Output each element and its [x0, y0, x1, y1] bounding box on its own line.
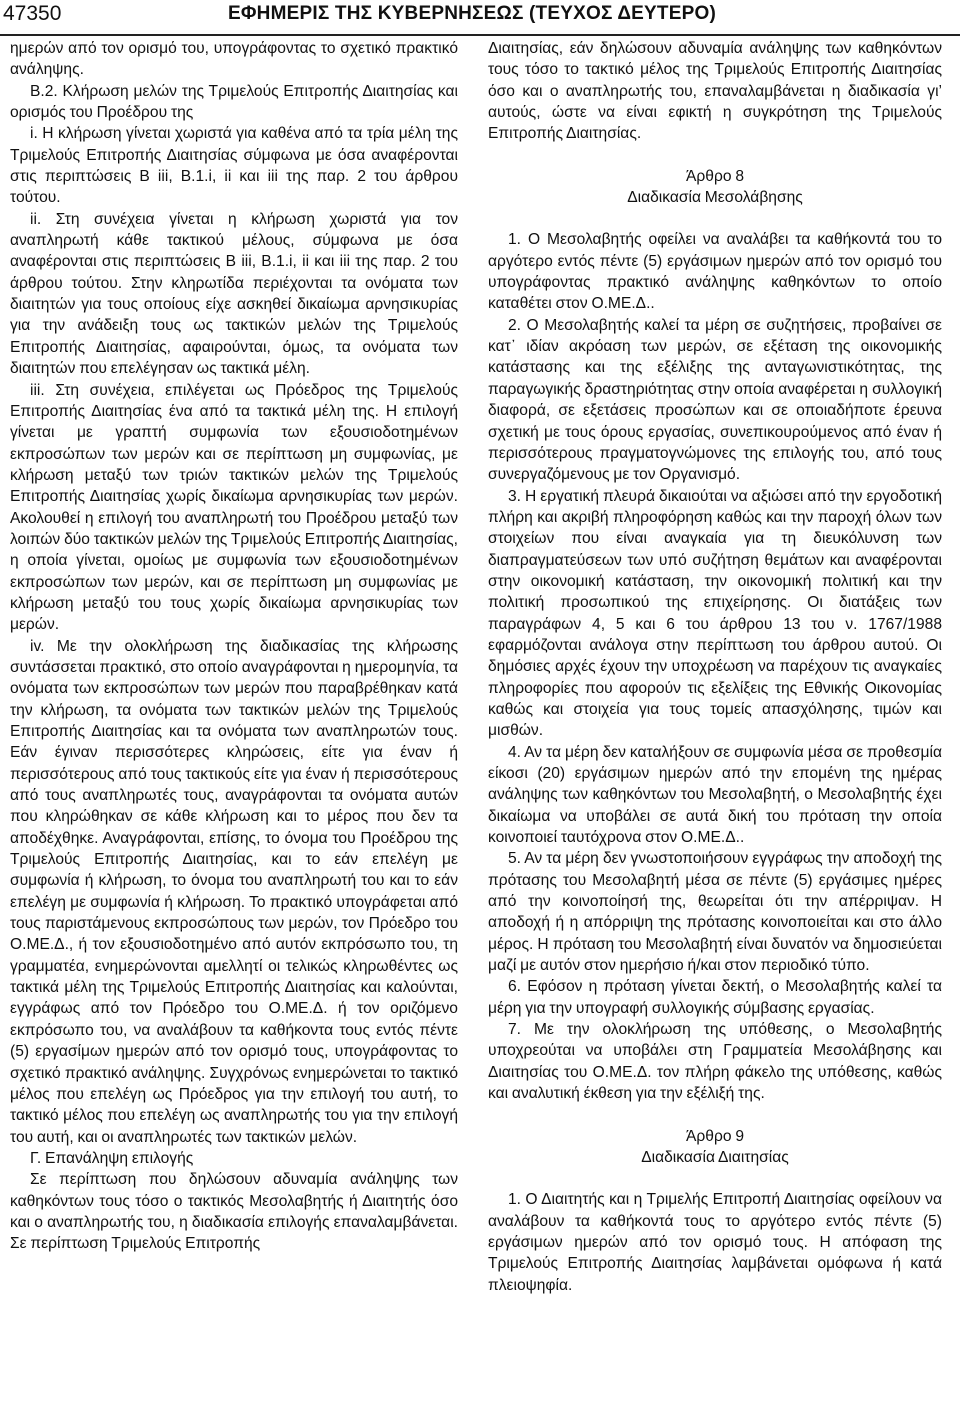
article-title: Διαδικασία Διαιτησίας: [641, 1148, 789, 1166]
spacer: [488, 145, 942, 166]
spacer: [488, 1168, 942, 1189]
paragraph: 4. Αν τα μέρη δεν καταλήξουν σε συμφωνία μέσα σε προθεσμία είκοσι (20) εργάσιμων ημερών από την επομένη της ημέρας ανάληψης των καθηκόντων του Μεσολαβητή, ο Μεσολαβητής έχει δικαίωμα να υποβάλει σε αυτά δική του πρόταση την οποία κοινοποιεί ταυτόχρονα στον Ο.ΜΕ.Δ..: [488, 743, 942, 847]
paragraph: 1. Ο Μεσολαβητής οφείλει να αναλάβει τα καθήκοντά του το αργότερο εντός πέντε (5) εργάσιμων ημερών από τον ορισμό του υπογράφοντας πρακτικό ανάληψης καθηκόντων το οποίο καταθέτει στον Ο.ΜΕ.Δ..: [488, 231, 942, 313]
article-number: Άρθρο 8: [686, 167, 744, 185]
article-title: Διαδικασία Μεσολάβησης: [627, 189, 803, 207]
paragraph: Διαιτησίας, εάν δηλώσουν αδυναμία ανάληψης των καθηκόντων τους τόσο το τακτικό μέλος της Τριμελούς Επιτροπής Διαιτησίας όσο και ο αναπληρωτής του, επαναλαμβάνεται η διαδικασία γι’ αυτούς, ώστε να είναι εφικτή η συγκρότηση της Τριμελούς Επιτροπής Διαιτησίας.: [488, 40, 942, 143]
paragraph: 2. Ο Μεσολαβητής καλεί τα μέρη σε συζητήσεις, προβαίνει σε κατ᾽ ιδίαν ακρόαση των μερών, σε εξέταση της οικονομικής κατάστασης και της εξέλιξης της ανταγωνιστικότητας, της παραγωγικής δραστηριότητας στην οποία αναφέρεται η συλλογική διαφορά, σε εξετάσεις προσώπων και σε οποιαδήποτε έρευνα σχετική με τους όρους εργασίας, συνεπικουρούμενος από έναν ή περισσότερους πραγματογνώμονες της επιλογής του, από τους συνεργαζόμενους με τον Οργανισμό.: [488, 316, 942, 484]
paragraph: 6. Εφόσον η πρόταση γίνεται δεκτή, ο Μεσολαβητής καλεί τα μέρη για την υπογραφή συλλογικής σύμβασης εργασίας.: [488, 978, 942, 1017]
page-number: 47350: [3, 2, 62, 25]
page-header: [0, 0, 960, 42]
paragraph: Σε περίπτωση που δηλώσουν αδυναμία ανάληψης των καθηκόντων τους τόσο ο τακτικός Μεσολαβητής ή Διαιτητής όσο και ο αναπληρωτής του, η διαδικασία επιλογής επαναλαμβάνεται. Σε περίπτωση Τριμελούς Επιτροπής: [10, 1171, 458, 1253]
paragraph: 1. Ο Διαιτητής και η Τριμελής Επιτροπή Διαιτησίας οφείλουν να αναλάβουν τα καθήκοντά τους το αργότερο εντός πέντε (5) εργάσιμων ημερών από τον ορισμό τους. Η απόφαση της Τριμελούς Επιτροπής Διαιτησίας λαμβάνεται ομόφωνα ή κατά πλειοψηφία.: [488, 1191, 942, 1294]
spacer: [488, 208, 942, 229]
section-heading: Γ. Επανάληψη επιλογής: [30, 1149, 194, 1167]
paragraph: 5. Αν τα μέρη δεν γνωστοποιήσουν εγγράφως την αποδοχή της πρότασης του Μεσολαβητή μέσα σε πέντε (5) εργάσιμες ημέρες από την κοινοποίησή της, θεωρείται ότι την απέρριψαν. Η αποδοχή ή η απόρριψη της πρότασης κοινοποιείται και στο άλλο μέρος. Η πρόταση του Μεσολαβητή είναι δυνατόν να δημοσιεύεται μαζί με αυτόν στον ημερήσιο ή/και στον περιοδικό τύπο.: [488, 850, 942, 975]
paragraph: 7. Με την ολοκλήρωση της υπόθεσης, ο Μεσολαβητής υποχρεούται να υποβάλει στη Γραμματεία Μεσολάβησης και Διαιτησίας του Ο.ΜΕ.Δ. τον πλήρη φάκελο της υπόθεσης, καθώς και αναλυτική έκθεση για την εξέλιξή της.: [488, 1021, 942, 1103]
article-number: Άρθρο 9: [686, 1127, 744, 1145]
header-divider: [0, 34, 960, 36]
paragraph: iv. Με την ολοκλήρωση της διαδικασίας της κλήρωσης συντάσσεται πρακτικό, στο οποίο αναγράφονται η ημερομηνία, τα ονόματα των εκπροσώπων των μερών που παραβρέθηκαν κατά την κλήρωση, τα ονόματα των τακτικών μελών της Τριμελούς Επιτροπής Διαιτησίας και τα ονόματα των αναπληρωτών τους. Εάν έγιναν περισσότερες κληρώσεις, είτε για έναν ή περισσότερους από τους τακτικούς είτε για έναν ή περισσότερους από τους αναπληρωτές τους, αναγράφονται τα ονόματα αυτών που κληρώθηκαν σε κάθε κλήρωση και το μέρος που δεν τα αποδέχθηκε. Αναγράφονται, επίσης, το όνομα του Προέδρου της Τριμελούς Επιτροπής Διαιτησίας, και το εάν επελέγη με συμφωνία ή κλήρωση, το όνομα του αναπληρωτή του και το εάν επελέγη με συμφωνία ή κλήρωση. Το πρακτικό υπογράφεται από τους παριστάμενους εκπροσώπους των μερών, τον Πρόεδρο του Ο.ΜΕ.Δ., ή τον εξουσιοδοτημένο από αυτόν εκπρόσωπο του, τη γραμματέα, ενημερώνονται αμελλητί οι τελικώς κληρωθέντες ως τακτικά μέλη της Τριμελούς Επιτροπής Διαιτησίας και καλούνται, εγγράφως από τον Πρόεδρο του Ο.ΜΕ.Δ. ή τον οριζόμενο εκπρόσωπο του, να αναλάβουν τα καθήκοντα τους εντός πέντε (5) εργασίμων ημερών από τον ορισμό τους, υπογράφοντας το σχετικό πρακτικό ανάληψης. Συγχρόνως ενημερώνεται το τακτικό μέλος που επελέγη ως Πρόεδρος για την επιλογή του αυτή, το τακτικό μέλος που επελέγη ως αναπληρωτής του για την επιλογή του αυτή, και οι αναπληρωτές των τακτικών μελών.: [10, 637, 458, 1146]
section-heading: Β.2. Κλήρωση μελών της Τριμελούς Επιτροπής Διαιτησίας και ορισμός του Προέδρου της: [10, 82, 458, 122]
gazette-title: ΕΦΗΜΕΡΙΣ ΤΗΣ ΚΥΒΕΡΝΗΣΕΩΣ (ΤΕΥΧΟΣ ΔΕΥΤΕΡΟ): [228, 3, 716, 24]
paragraph: ii. Στη συνέχεια γίνεται η κλήρωση χωριστά για τον αναπληρωτή κάθε τακτικού μέλους, σύμφωνα με όσα αναφέρονται στις περιπτώσεις Β iii, Β.1.i, ii και iii της παρ. 2 του άρθρου τούτου. Στην κληρωτίδα περιέχονται τα ονόματα των διαιτητών για τους οποίους είχε ασκηθεί δικαίωμα αρνησικυρίας για την ανάδειξη τους ως τακτικών μελών της Τριμελούς Επιτροπής Διαιτησίας, αφαιρούνται, όμως, τα ονόματα των διαιτητών που επελέγησαν ως τακτικά μέλη.: [10, 210, 458, 378]
paragraph: 3. Η εργατική πλευρά δικαιούται να αξιώσει από την εργοδοτική πλήρη και ακριβή πληροφόρηση καθώς και την παροχή όλων των στοιχείων που είναι αναγκαία για τη διευκόλυνση των διαπραγματεύσεων των υπό συζήτηση θεμάτων και αναφέρονται στην οικονομική κατάσταση, την οικονομική πολιτική και την πολιτική προσωπικού της επιχείρησης. Οι διατάξεις των παραγράφων 4, 5 και 6 του άρθρου 13 του ν. 1767/1988 εφαρμόζονται ανάλογα στην περίπτωση του άρθρου αυτού. Οι δημόσιες αρχές έχουν την υποχρέωση να παρέχουν τις αναγκαίες πληροφορίες που αφορούν τις εξελίξεις της Εθνικής Οικονομίας καθώς και στοιχεία για τους τομείς απασχόλησης, τιμών και μισθών.: [488, 487, 942, 740]
spacer: [488, 1105, 942, 1126]
left-column: [10, 38, 458, 1255]
right-column: [488, 38, 942, 1296]
paragraph: iii. Στη συνέχεια, επιλέγεται ως Πρόεδρος της Τριμελούς Επιτροπής Διαιτησίας ένα από τα τακτικά μέλη της. Η επιλογή γίνεται με γραπτή συμφωνία των εξουσιοδοτημένων εκπροσώπων των μερών και σε περίπτωση μη συμφωνίας, με κλήρωση μεταξύ των τριών τακτικών μελών της Τριμελούς Επιτροπής Διαιτησίας χωρίς δικαίωμα αρνησικυρίας των μερών. Ακολουθεί η επιλογή του αναπληρωτή του Προέδρου μεταξύ των λοιπών δύο τακτικών μελών της Τριμελούς Επιτροπής Διαιτησίας, η οποία γίνεται, ομοίως με συμφωνία των εξουσιοδοτημένων εκπροσώπων των μερών, και σε περίπτωση μη συμφωνίας με κλήρωση μεταξύ του τους χωρίς δικαίωμα αρνησικυρίας των μερών.: [10, 381, 458, 634]
paragraph: i. Η κλήρωση γίνεται χωριστά για καθένα από τα τρία μέλη της Τριμελούς Επιτροπής Διαιτησίας σύμφωνα με όσα αναφέρονται στις περιπτώσεις Β iii, Β.1.i, ii και iii της παρ. 2 του άρθρου τούτου.: [10, 125, 458, 207]
paragraph: ημερών από τον ορισμό του, υπογράφοντας το σχετικό πρακτικό ανάληψης.: [10, 40, 458, 79]
